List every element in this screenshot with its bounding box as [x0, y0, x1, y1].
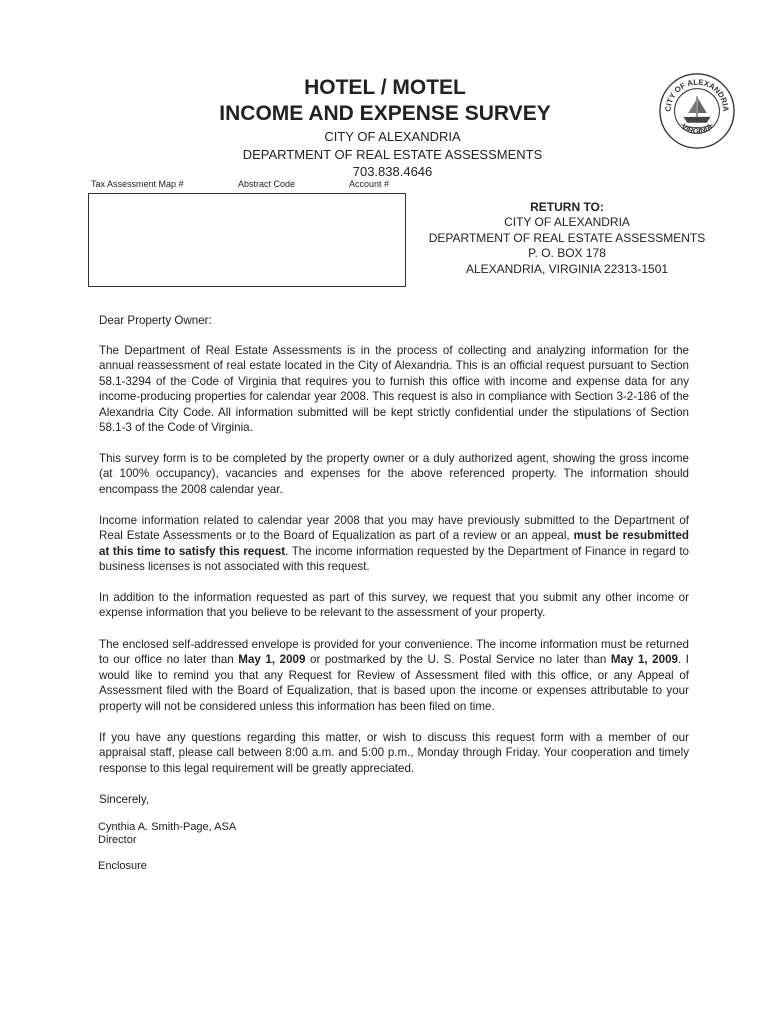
closing: Sincerely,	[99, 793, 150, 806]
account-label: Account #	[349, 179, 390, 189]
property-id-box[interactable]	[88, 193, 406, 287]
return-po-box: P. O. BOX 178	[528, 246, 606, 260]
postmark-date: May 1, 2009	[610, 653, 678, 667]
return-department: DEPARTMENT OF REAL ESTATE ASSESSMENTS	[428, 231, 706, 245]
paragraph-2: This survey form is to be completed by the property owner or a duly authorized agent, showing the gross income (at 100% occupancy), vacancies and expenses for the above referenced property. The information should encompass the 2008 calendar year.	[99, 452, 689, 496]
header-phone: 703.838.4646	[352, 164, 433, 179]
resubmit-emphasis: must be resubmitted at this time to satisfy this request	[99, 529, 689, 558]
title-line-1: HOTEL / MOTEL	[304, 76, 466, 99]
header-department: DEPARTMENT OF REAL ESTATE ASSESSMENTS	[242, 147, 543, 162]
svg-text:VIRGINIA	[680, 122, 715, 136]
city-seal-icon	[658, 72, 736, 150]
return-address: ALEXANDRIA, VIRGINIA 22313-1501	[465, 262, 669, 276]
deadline-date: May 1, 2009	[238, 653, 306, 667]
abstract-code-label: Abstract Code	[238, 179, 296, 189]
header-city: CITY OF ALEXANDRIA	[324, 129, 461, 144]
return-to-label: RETURN TO:	[530, 200, 604, 214]
signer-name: Cynthia A. Smith-Page, ASA	[98, 821, 237, 833]
tax-map-label: Tax Assessment Map #	[91, 179, 184, 189]
paragraph-3: Income information related to calendar year 2008 that you may have previously submitted to the Department of Real Estate Assessments or to the Board of Equalization as part of a review or an appeal, must be resubmitted at this time to satisfy this request. The income information requested by the Department of Finance in regard to business licenses is not associated with this request.	[99, 514, 689, 574]
signer-title: Director	[98, 834, 137, 846]
enclosure: Enclosure	[98, 860, 147, 872]
paragraph-6: If you have any questions regarding this matter, or wish to discuss this request form with a member of our appraisal staff, please call between 8:00 a.m. and 5:00 p.m., Monday through Friday. Your cooperation and timely response to this legal requirement will be greatly appreciated.	[99, 731, 689, 775]
seal-text-bottom: VIRGINIA	[679, 121, 715, 136]
paragraph-4: In addition to the information requested as part of this survey, we request that you submit any other income or expense information that you believe to be relevant to the assessment of your property.	[99, 591, 689, 620]
paragraph-5: The enclosed self-addressed envelope is provided for your convenience. The income information must be returned to our office no later than May 1, 2009 or postmarked by the U. S. Postal Service no later than May 1, 2009. I would like to remind you that any Request for Review of Assessment filed with this office, or any Appeal of Assessment filed with the Board of Equalization, that is based upon the income or expenses attributable to your property will not be considered unless this information has been filed on time.	[99, 638, 689, 713]
salutation: Dear Property Owner:	[99, 314, 212, 327]
return-city: CITY OF ALEXANDRIA	[504, 215, 630, 229]
paragraph-1: The Department of Real Estate Assessments is in the process of collecting and analyzing information for the annual reassessment of real estate located in the City of Alexandria. This is an official request pursuant to Section 58.1-3294 of the Code of Virginia that requires you to furnish this office with income and expense data for any income-producing properties for calendar year 2008. This request is also in compliance with Section 3-2-186 of the Alexandria City Code. All information submitted will be kept strictly confidential under the stipulations of Section 58.1-3 of the Code of Virginia.	[99, 344, 689, 435]
title-line-2: INCOME AND EXPENSE SURVEY	[219, 102, 551, 125]
seal-text-top: CITY OF ALEXANDRIA	[663, 77, 731, 112]
